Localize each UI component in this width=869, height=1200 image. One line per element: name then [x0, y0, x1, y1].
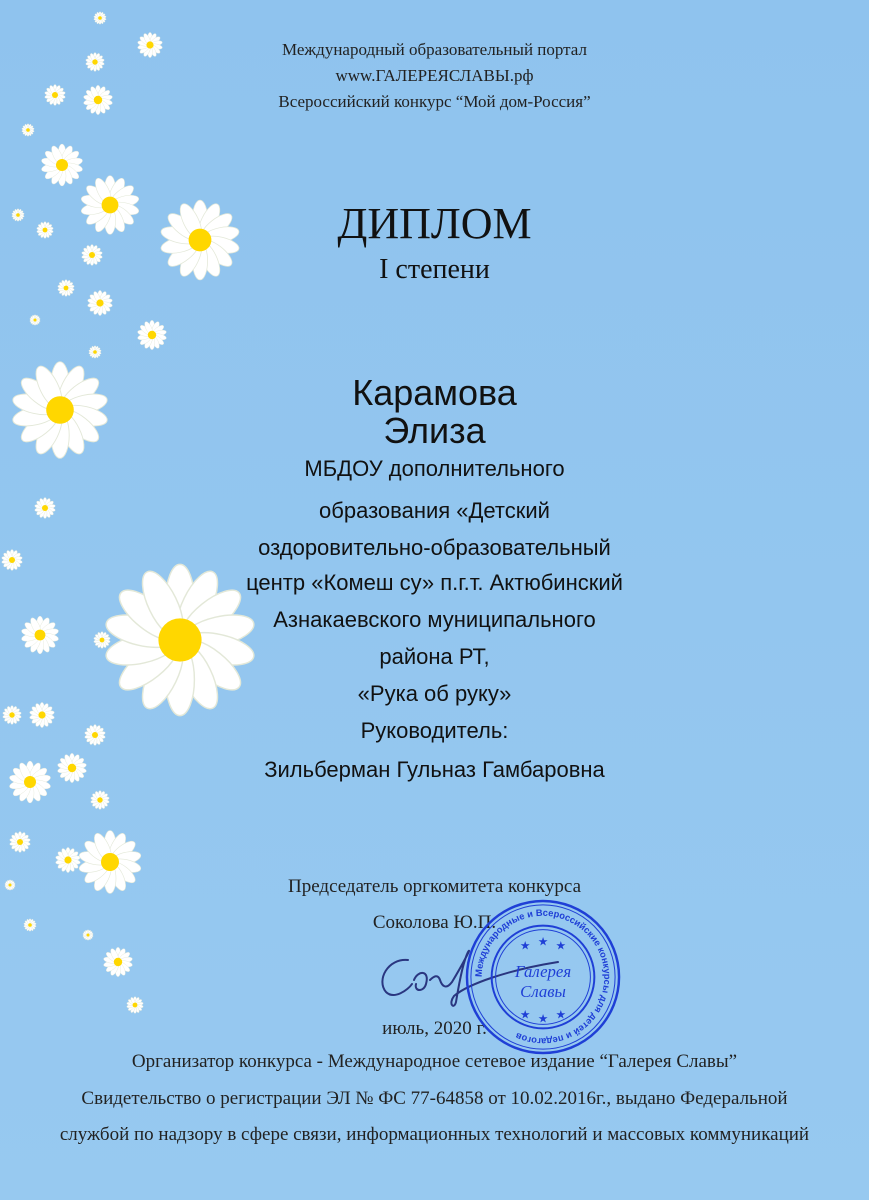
svg-text:★: ★: [519, 1007, 531, 1022]
stamp-center-line2: Славы: [520, 981, 566, 1001]
portal-name: Международный образовательный портал: [282, 40, 587, 59]
recipient-given-name: Элиза: [383, 410, 486, 451]
stamp-ring-text: Международные и Всероссийские конкурсы для детей и педагогов: [473, 907, 613, 1047]
daisy-flower: [137, 320, 167, 349]
detail-line: «Рука об руку»: [357, 681, 512, 706]
daisy-flower: [94, 12, 107, 25]
supervisor-name: Зильберман Гульназ Гамбаровна: [264, 757, 605, 782]
daisy-flower: [55, 847, 81, 872]
daisy-flower: [22, 124, 35, 137]
contest-name: Всероссийский конкурс “Мой дом-Россия”: [278, 92, 591, 111]
detail-line: Азнакаевского муниципального: [273, 607, 596, 632]
diploma-title: ДИПЛОМ: [337, 199, 532, 248]
detail-line: района РТ,: [379, 644, 490, 669]
daisy-flower: [90, 791, 109, 810]
organization-stamp: [464, 898, 622, 1056]
supervisor-label: Руководитель:: [360, 718, 509, 743]
chairman-role: Председатель оргкомитета конкурса: [288, 876, 581, 897]
chairman-name: Соколова Ю.П.: [372, 912, 497, 933]
diploma-degree: I степени: [379, 254, 490, 285]
svg-text:★: ★: [555, 938, 567, 953]
registration-line: Свидетельство о регистрации ЭЛ № ФС 77-64858 от 10.02.2016г., выдано Федеральной: [81, 1088, 788, 1109]
daisy-flower: [30, 315, 41, 326]
recipient-surname: Карамова: [352, 372, 517, 413]
svg-text:★: ★: [555, 1007, 567, 1022]
detail-line: образования «Детский: [319, 498, 550, 523]
daisy-flower: [103, 947, 133, 976]
detail-line: оздоровительно-образовательный: [258, 535, 611, 560]
daisy-flower: [41, 144, 84, 186]
stamp-center-line1: Галерея: [514, 962, 572, 981]
svg-text:★: ★: [519, 938, 531, 953]
organizer-line: Организатор конкурса - Международное сетевое издание “Галерея Славы”: [131, 1051, 738, 1072]
issue-date: июль, 2020 г.: [382, 1018, 487, 1039]
daisy-flower: [126, 997, 143, 1014]
daisy-flower: [89, 346, 102, 359]
daisy-flower: [87, 290, 113, 315]
svg-text:★: ★: [537, 934, 549, 949]
portal-url: www.ГАЛЕРЕЯСЛАВЫ.рф: [335, 66, 534, 85]
detail-line: центр «Комеш су» п.г.т. Актюбинский: [246, 570, 623, 595]
daisy-flower: [9, 832, 30, 853]
svg-text:★: ★: [537, 1011, 549, 1026]
detail-line: МБДОУ дополнительного: [304, 456, 565, 481]
authority-line: службой по надзору в сфере связи, информационных технологий и массовых коммуникаций: [59, 1124, 810, 1145]
